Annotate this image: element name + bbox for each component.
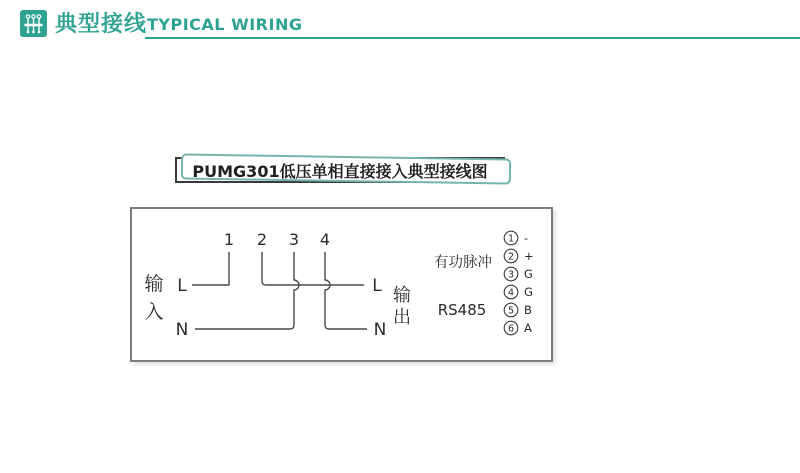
io-terminal-row — [504, 285, 533, 299]
wiring-diagram-box — [130, 207, 553, 362]
io-terminal-signal: A — [524, 321, 532, 335]
output-label-char2: 出 — [393, 307, 411, 328]
io-terminal-row — [504, 267, 533, 281]
io-terminal-num: 5 — [507, 305, 515, 317]
io-terminal-num: 1 — [507, 233, 515, 245]
io-terminal-signal: G — [524, 285, 533, 299]
io-terminal-num: 6 — [507, 323, 515, 335]
io-terminal-signal: - — [524, 231, 529, 245]
io-terminal-row — [504, 303, 532, 317]
input-label-char2: 入 — [144, 301, 164, 323]
section-title-en: TYPICAL WIRING — [147, 15, 303, 34]
diagram-title: PUMG301低压单相直接接入典型接线图 — [192, 161, 488, 181]
io-terminal-signal: G — [524, 267, 533, 281]
terminal-number-2: 2 — [256, 230, 268, 249]
io-terminal-row — [504, 231, 528, 245]
io-terminal-num: 2 — [507, 251, 515, 263]
io-terminal-signal: + — [524, 249, 534, 263]
input-line-n-label: N — [175, 320, 189, 340]
input-line-l-label: L — [177, 276, 187, 296]
terminal-number-1: 1 — [223, 230, 235, 249]
io-terminal-num: 4 — [507, 287, 515, 299]
pulse-legend-label: 有功脉冲 — [434, 255, 492, 271]
io-terminal-signal: B — [524, 303, 532, 317]
wire-terminal2-to-output-l — [262, 252, 364, 285]
wire-terminal3-to-input-n — [195, 252, 299, 329]
io-terminal-row — [504, 321, 532, 335]
header-underline — [145, 37, 800, 39]
output-label-char1: 输 — [393, 285, 411, 306]
wiring-diagram — [132, 209, 551, 360]
output-line-n-label: N — [373, 320, 387, 340]
input-label-char1: 输 — [144, 273, 164, 295]
wire-terminal4-to-output-n — [325, 252, 367, 329]
section-title-zh: 典型接线 — [55, 12, 148, 37]
io-terminal-row — [504, 249, 533, 263]
wire-input-l-to-terminal1 — [192, 252, 229, 285]
wiring-section-icon — [20, 10, 47, 37]
output-line-l-label: L — [372, 276, 382, 296]
io-terminal-num: 3 — [507, 269, 515, 281]
rs485-legend-label: RS485 — [437, 301, 487, 319]
diagram-title-box — [175, 157, 505, 183]
terminal-number-4: 4 — [319, 230, 331, 249]
terminal-number-3: 3 — [288, 230, 300, 249]
